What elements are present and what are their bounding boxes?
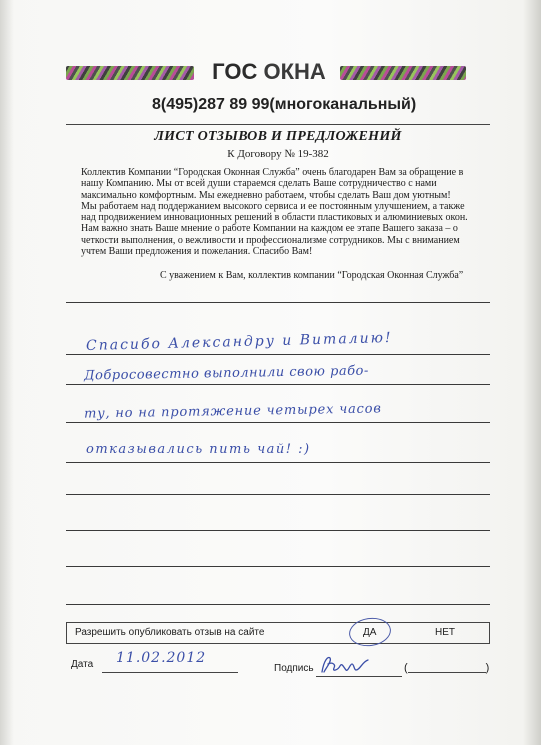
writing-line bbox=[66, 566, 490, 567]
publish-label: Разрешить опубликовать отзыв на сайте bbox=[75, 627, 265, 638]
intro-line: над продвижением инновационных решений в области пластиковых и алюминиевых окон. bbox=[81, 212, 468, 224]
paren-open: ( bbox=[404, 662, 408, 674]
sign-off: С уважением к Вам, коллектив компании “Городская Оконная Служба” bbox=[160, 270, 464, 281]
writing-line bbox=[66, 462, 490, 463]
intro-line: учтем Ваши предложения и пожелания. Спасибо Вам! bbox=[81, 246, 313, 258]
publish-permission-row bbox=[66, 622, 490, 644]
logo-text bbox=[204, 58, 334, 86]
header-divider bbox=[66, 124, 490, 125]
logo-word-gos: ГОС bbox=[212, 59, 258, 84]
logo-stripe-right bbox=[340, 66, 466, 80]
publish-yes-option[interactable]: ДА bbox=[363, 627, 377, 638]
paren-close: ) bbox=[485, 662, 490, 674]
writing-line bbox=[66, 422, 490, 423]
handwritten-signature bbox=[318, 652, 374, 678]
handwritten-line: Добросовестно выполнили свою рабо- bbox=[83, 363, 369, 384]
name-blank bbox=[408, 672, 486, 673]
writing-line bbox=[66, 384, 490, 385]
date-underline bbox=[102, 672, 238, 673]
intro-line: четкости выполнения, о вежливости и профессионализме сотрудников. Мы с вниманием bbox=[81, 234, 460, 246]
signature-name-brackets bbox=[404, 662, 489, 674]
intro-line: нашу Компанию. Мы от всей души стараемся сделать Ваше сотрудничество с нами bbox=[81, 178, 437, 190]
phone-number: 8(495)287 89 99(многоканальный) bbox=[152, 96, 417, 113]
intro-line: максимально комфортным. Мы ежедневно работаем, чтобы сделать Ваш дом уютным! bbox=[81, 189, 451, 201]
intro-text bbox=[81, 167, 491, 257]
signature-underline bbox=[316, 676, 402, 677]
scan-shadow-right bbox=[523, 0, 541, 745]
intro-line: Коллектив Компании “Городская Оконная Служба” очень благодарен Вам за обращение в bbox=[81, 167, 464, 178]
writing-line bbox=[66, 530, 490, 531]
intro-line: Мы работаем над поддержанием высокого сервиса и ее постоянным улучшением, а также bbox=[81, 200, 465, 212]
page-title: ЛИСТ ОТЗЫВОВ И ПРЕДЛОЖЕНИЙ bbox=[154, 129, 402, 144]
writing-line bbox=[66, 302, 490, 303]
publish-no-option[interactable]: НЕТ bbox=[435, 627, 455, 638]
handwritten-line: отказывались пить чай! :) bbox=[86, 442, 311, 457]
intro-line: Нам важно знать Ваше мнение о работе Компании на каждом ее этапе Вашего заказа – о bbox=[81, 223, 458, 235]
handwritten-line: ту, но на протяжение четырех часов bbox=[83, 401, 382, 422]
logo-stripe-left bbox=[66, 66, 194, 80]
scan-shadow-left bbox=[0, 0, 14, 745]
company-logo bbox=[66, 58, 466, 86]
date-value: 11.02.2012 bbox=[116, 650, 207, 666]
handwritten-line: Спасибо Александру и Виталию! bbox=[85, 329, 393, 355]
logo-word-okna: ОКНА bbox=[263, 59, 326, 84]
writing-line bbox=[66, 494, 490, 495]
writing-line bbox=[66, 354, 490, 355]
date-label: Дата bbox=[71, 659, 94, 670]
writing-line bbox=[66, 604, 490, 605]
signature-label: Подпись bbox=[274, 663, 314, 674]
contract-number: К Договору № 19-382 bbox=[227, 148, 329, 160]
